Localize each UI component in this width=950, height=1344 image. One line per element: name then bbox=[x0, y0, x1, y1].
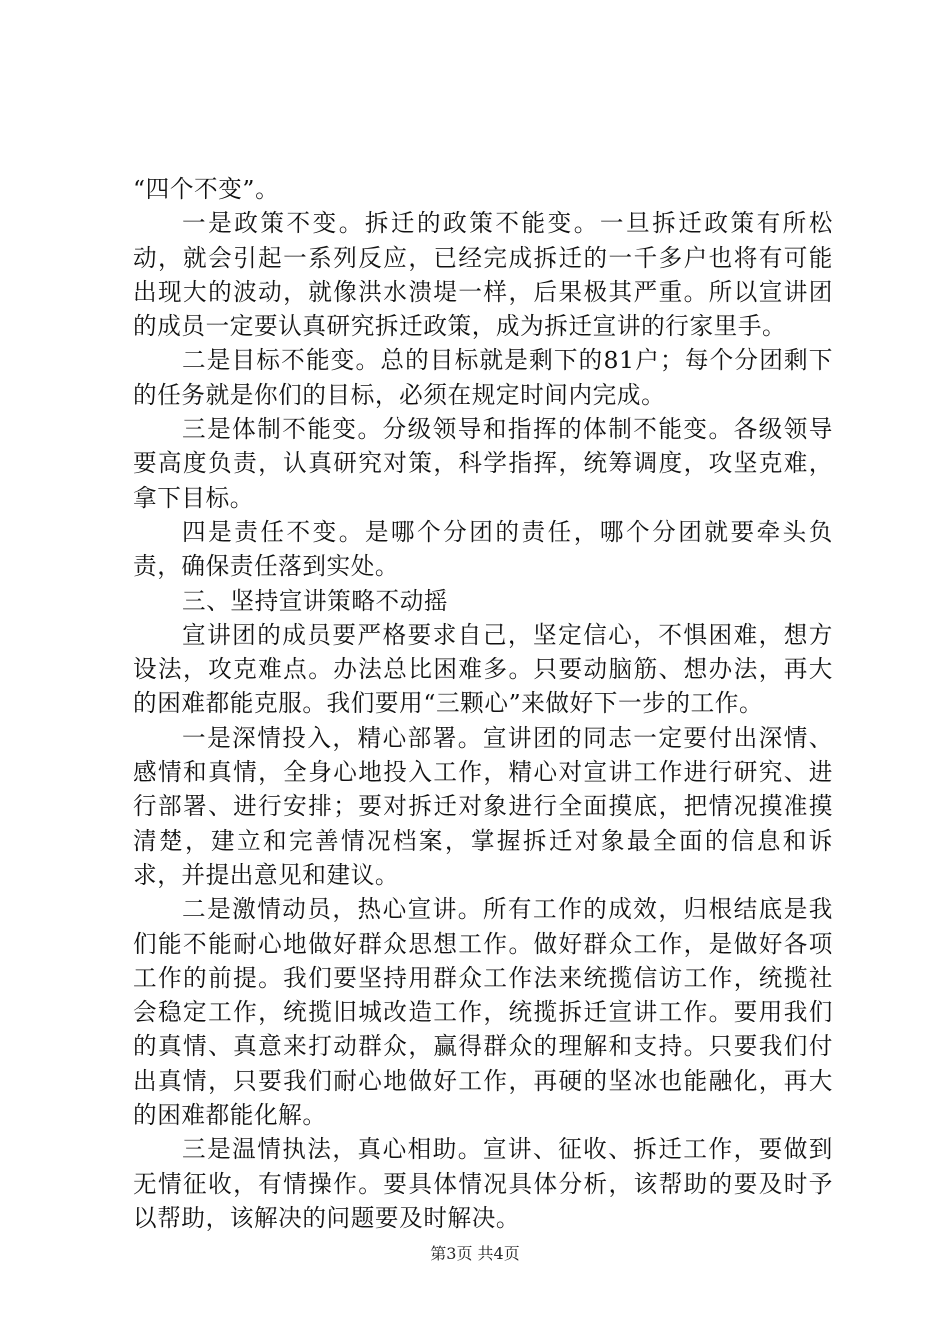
paragraph-policy-unchanged: 一是政策不变。拆迁的政策不能变。一旦拆迁政策有所松动，就会引起一系列反应，已经完成拆迁的一千多户也将有可能出现大的波动，就像洪水溃堤一样，后果极其严重。所以宣讲团的成员一定要认真研究拆迁政策，成为拆迁宣讲的行家里手。 bbox=[133, 209, 833, 341]
paragraph-four-unchanged-lead: “四个不变”。 bbox=[133, 175, 280, 203]
page-number-label: 第3页 共4页 bbox=[430, 1244, 520, 1263]
paragraph-deep-commitment: 一是深情投入，精心部署。宣讲团的同志一定要付出深情、感情和真情，全身心地投入工作，精心对宣讲工作进行研究、进行部署、进行安排；要对拆迁对象进行全面摸底，把情况摸准摸清楚，建立和完善情况档案，掌握拆迁对象最全面的信息和诉求，并提出意见和建议。 bbox=[133, 723, 833, 889]
paragraph-warm-enforcement: 三是温情执法，真心相助。宣讲、征收、拆迁工作，要做到无情征收，有情操作。要具体情况具体分析，该帮助的要及时予以帮助，该解决的问题要及时解决。 bbox=[133, 1135, 833, 1232]
page-footer bbox=[0, 1243, 950, 1265]
paragraph-strategy-intro: 宣讲团的成员要严格要求自己，坚定信心，不惧困难，想方设法，攻克难点。办法总比困难多。只要动脑筋、想办法，再大的困难都能克服。我们要用“三颗心”来做好下一步的工作。 bbox=[133, 620, 833, 718]
paragraph-responsibility-unchanged: 四是责任不变。是哪个分团的责任，哪个分团就要牵头负责，确保责任落到实处。 bbox=[133, 517, 833, 581]
paragraph-system-unchanged: 三是体制不能变。分级领导和指挥的体制不能变。各级领导要高度负责，认真研究对策，科学指挥，统筹调度，攻坚克难，拿下目标。 bbox=[133, 415, 833, 512]
section-heading-strategy: 三、坚持宣讲策略不动摇 bbox=[182, 586, 449, 615]
paragraph-goal-unchanged: 二是目标不能变。总的目标就是剩下的81户；每个分团剩下的任务就是你们的目标，必须在规定时间内完成。 bbox=[133, 346, 833, 409]
document-body bbox=[133, 172, 833, 1235]
paragraph-passionate-mobilization: 二是激情动员，热心宣讲。所有工作的成效，归根结底是我们能不能耐心地做好群众思想工作。做好群众工作，是做好各项工作的前提。我们要坚持用群众工作法来统揽信访工作，统揽社会稳定工作，统揽旧城改造工作，统揽拆迁宣讲工作。要用我们的真情、真意来打动群众，赢得群众的理解和支持。只要我们付出真情，只要我们耐心地做好工作，再硬的坚冰也能融化，再大的困难都能化解。 bbox=[133, 895, 833, 1130]
